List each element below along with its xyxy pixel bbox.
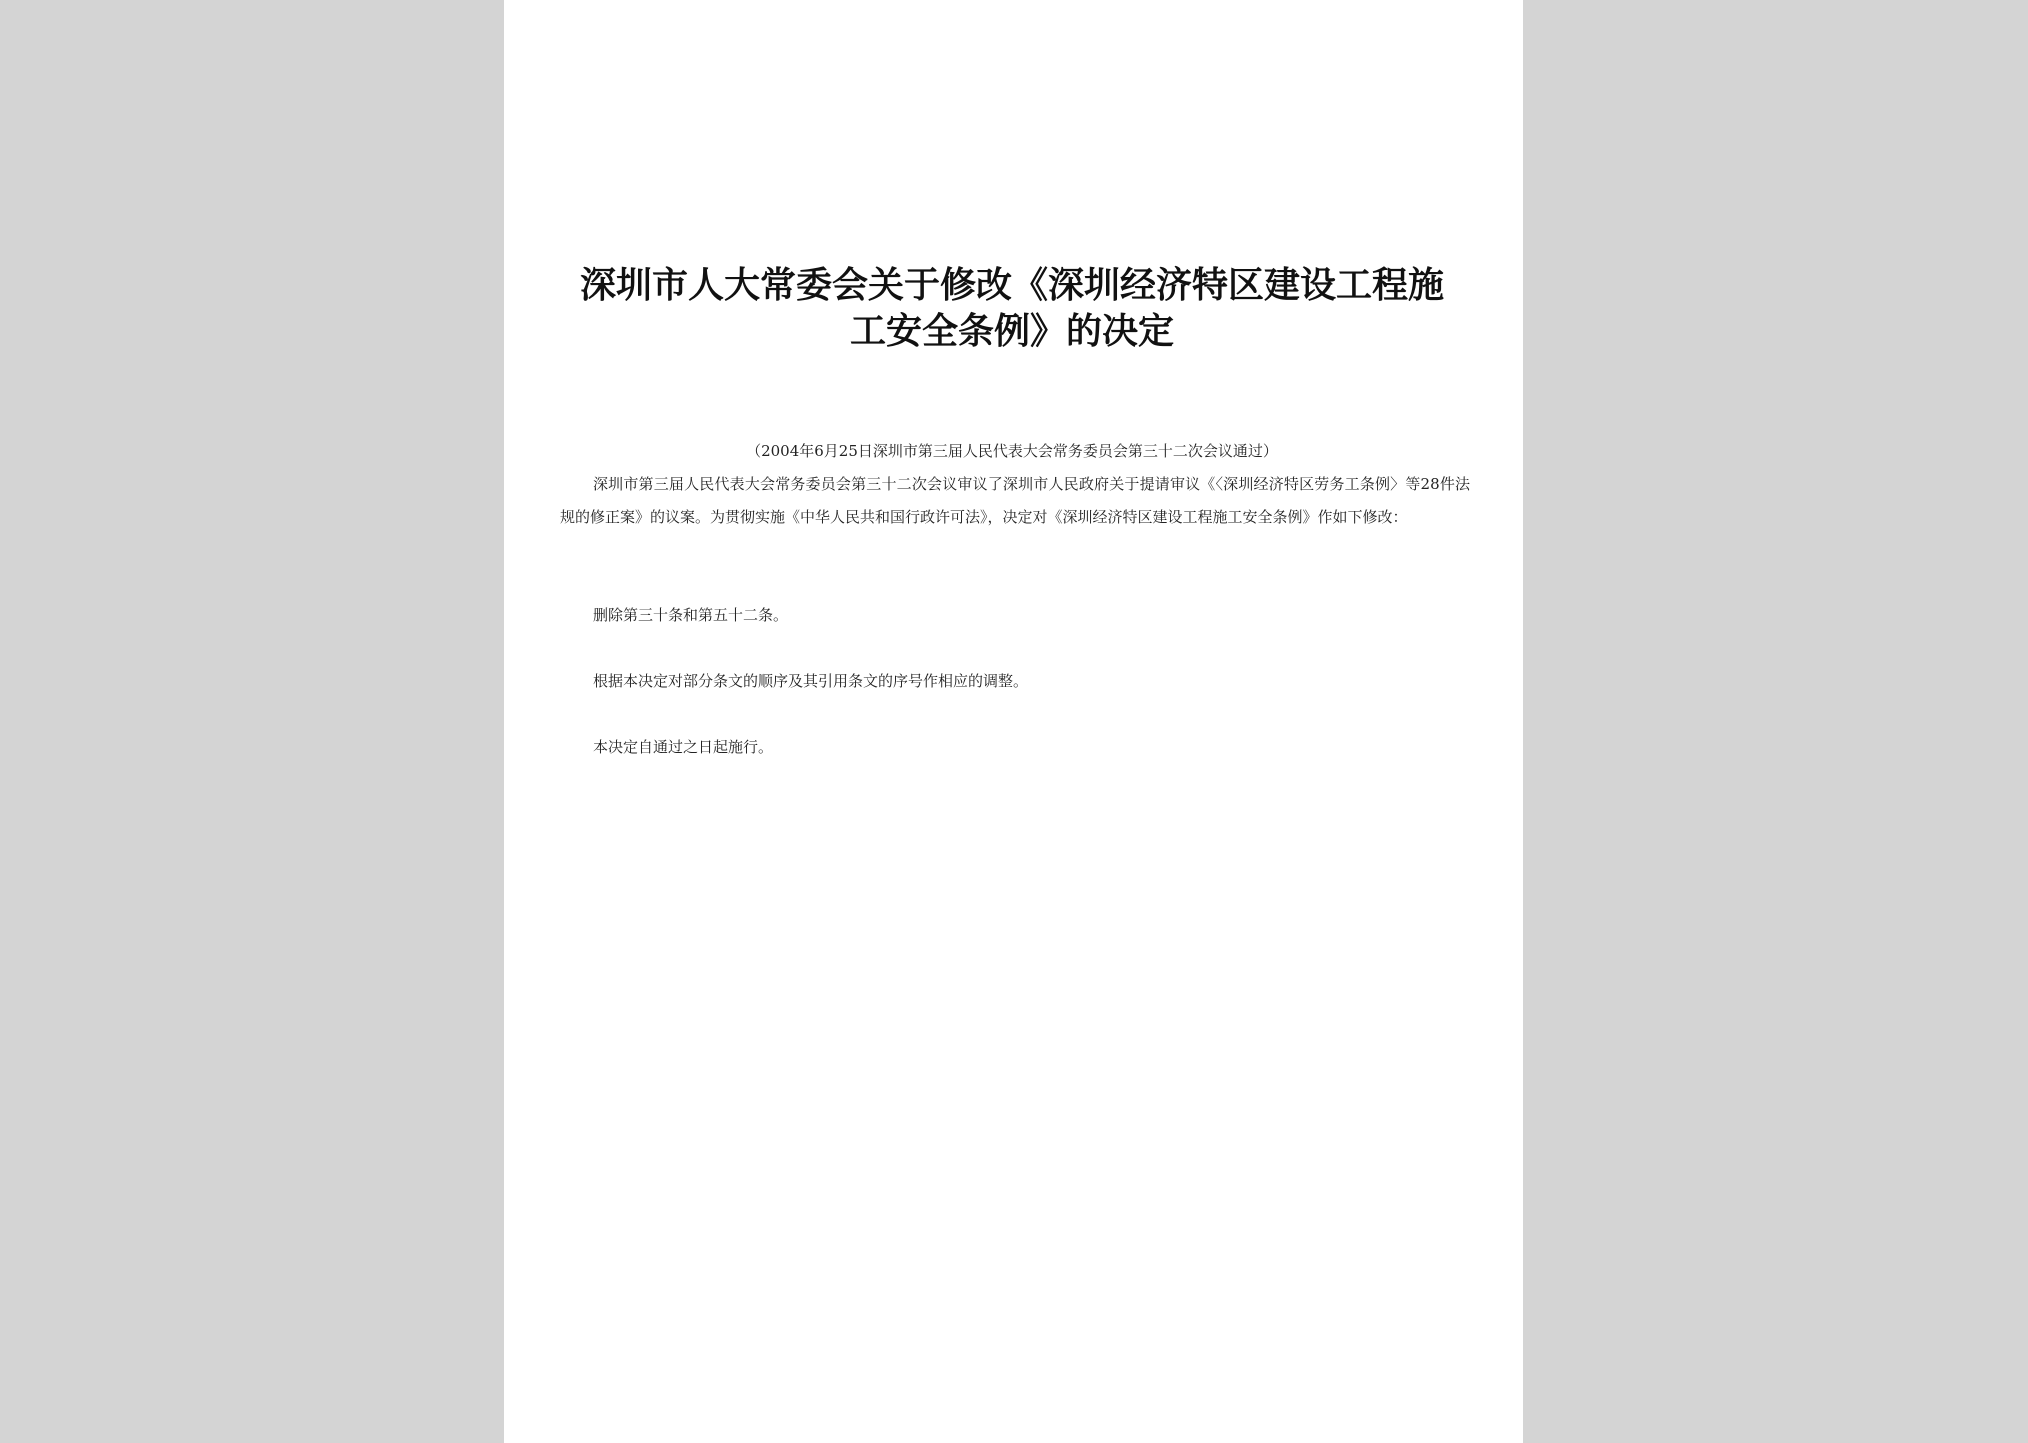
body-paragraph-deletion: 删除第三十条和第五十二条。 (593, 606, 789, 624)
body-paragraph-effective: 本决定自通过之日起施行。 (593, 738, 774, 756)
body-paragraph-adjustment: 根据本决定对部分条文的顺序及其引用条文的序号作相应的调整。 (593, 672, 1029, 690)
document-page (504, 0, 1523, 1443)
adoption-note: （2004年6月25日深圳市第三届人民代表大会常务委员会第三十二次会议通过） (746, 442, 1278, 460)
title-line-1: 深圳市人大常委会关于修改《深圳经济特区建设工程施 (579, 264, 1444, 306)
document-title (560, 262, 1464, 354)
body-paragraph-intro: 深圳市第三届人民代表大会常务委员会第三十二次会议审议了深圳市人民政府关于提请审议《〈深圳经济特区劳务工条例〉等28件法规的修正案》的议案。为贯彻实施《中华人民共和国行政许可法》，决定对《深圳经济特区建设工程施工安全条例》作如下修改： (560, 475, 1470, 526)
title-line-2: 工安全条例》的决定 (849, 310, 1174, 352)
